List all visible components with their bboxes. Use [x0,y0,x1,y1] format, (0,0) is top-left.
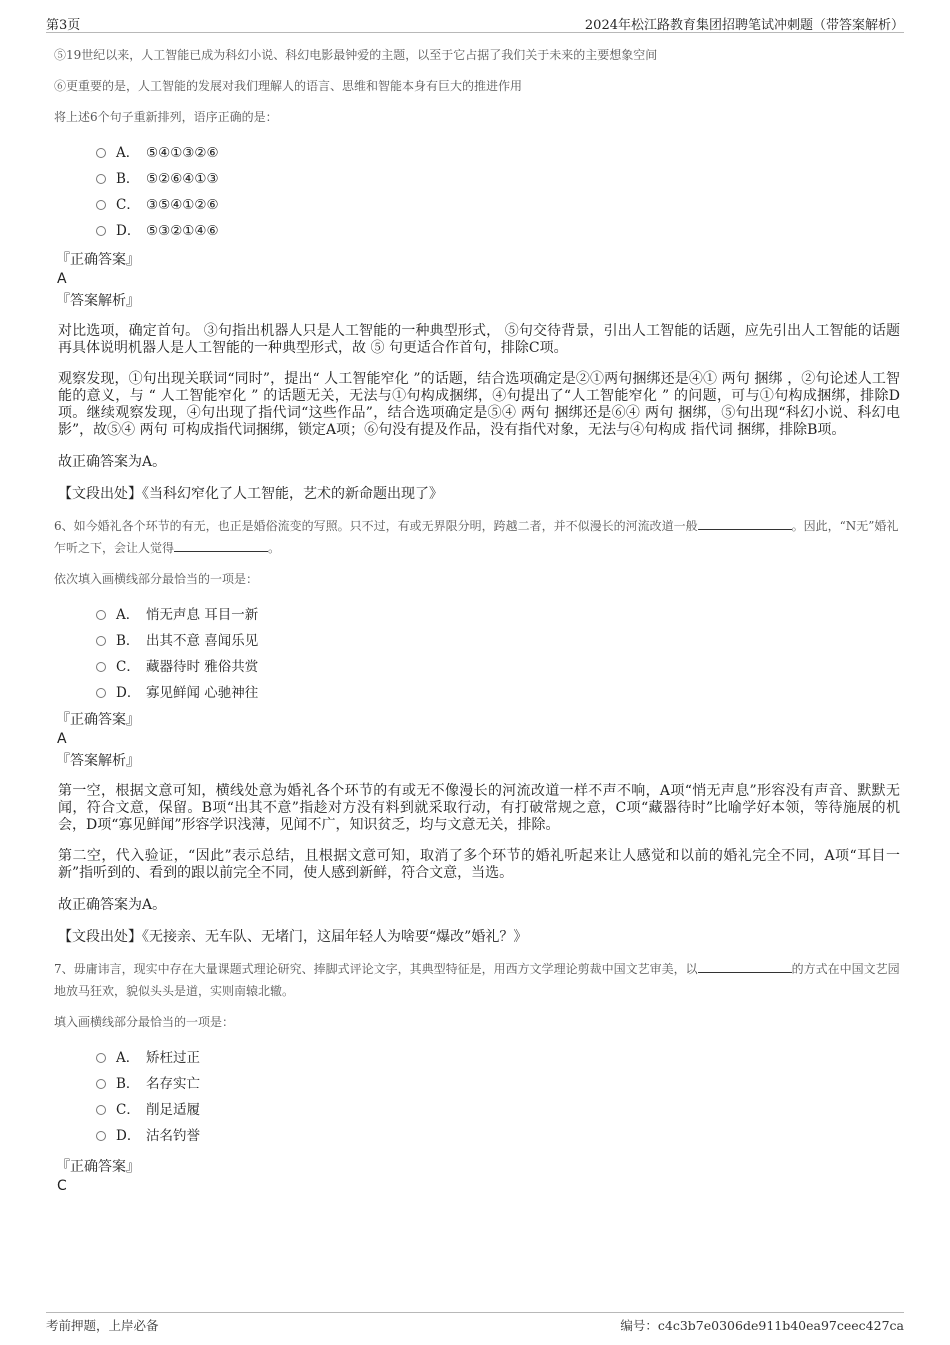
q5-prompt: 将上述6个句子重新排列，语序正确的是： [54,110,278,124]
q6-prompt: 依次填入画横线部分最恰当的一项是： [54,572,259,586]
page-number: 第3页 [46,18,81,33]
q6-conclusion: 故正确答案为A。 [58,897,167,913]
q5-source: 【文段出处】《当科幻窄化了人工智能，艺术的新命题出现了》 [58,486,443,502]
footer-slogan: 考前押题，上岸必备 [46,1318,159,1333]
q5-analysis-p1: 对比选项，确定首句。 ③句指出机器人只是人工智能的一种典型形式， ⑤句交待背景，引出人工智能的话题，应先引出人工智能的话题再具体说明机器人是人工智能的一种典型形式，故 ⑤ 句更适合作首句，排除C项。 [58,323,900,356]
q6-analysis-p2: 第二空，代入验证，“因此”表示总结，且根据文意可知，取消了多个环节的婚礼听起来让人感觉和以前的婚礼完全不同，A项“耳目一新”指听到的、看到的跟以前完全不同，使人感到新鲜，符合文意，当选。 [58,848,900,881]
radio-icon[interactable] [96,1105,106,1115]
radio-icon[interactable] [96,636,106,646]
q5-options [96,140,900,244]
blank-1 [698,960,792,973]
q7-options [96,1045,900,1149]
q5-sentence-5: ⑤19世纪以来，人工智能已成为科幻小说、科幻电影最钟爱的主题，以至于它占据了我们关于未来的主要想象空间 [54,48,658,62]
blank-2 [174,539,268,552]
q5-option-b[interactable]: B． ⑤②⑥④①③ [96,166,900,192]
q5-option-c[interactable]: C． ③⑤④①②⑥ [96,192,900,218]
page-header [46,14,904,33]
q6-option-d[interactable]: D． 寡见鲜闻 心驰神往 [96,680,900,706]
radio-icon[interactable] [96,200,106,210]
q7-option-b[interactable]: B． 名存实亡 [96,1071,900,1097]
q7-option-c[interactable]: C． 削足适履 [96,1097,900,1123]
page-footer [46,1312,904,1333]
q6-answer: A [57,731,67,747]
q5-option-a[interactable]: A． ⑤④①③②⑥ [96,140,900,166]
q5-analysis-p2: 观察发现，①句出现关联词“同时”，提出“ 人工智能窄化 ”的话题，结合选项确定是②①两句捆绑还是④① 两句 捆绑 ，②句论述人工智能的意义，与 “ 人工智能窄化 ” 的话题无关，无法与①句构成捆绑，④句提出了“人工智能窄化 ” 的问题，可与①句构成捆绑，排除D项。继续观察发现，④句出现了指代词“这些作品”，结合选项确定是⑤④ 两句 捆绑还是⑥④ 两句 捆绑，⑤句出现“科幻小说、科幻电影”，故⑤④ 两句 可构成指代词捆绑，锁定A项；⑥句没有提及作品，没有指代对象，无法与④句构成 指代词 捆绑，排除B项。 [58,371,900,438]
q6-analysis-label: 『答案解析』 [56,753,140,769]
radio-icon[interactable] [96,662,106,672]
radio-icon[interactable] [96,610,106,620]
q6-options [96,602,900,706]
radio-icon[interactable] [96,688,106,698]
q5-conclusion: 故正确答案为A。 [58,454,167,470]
q7-stem: 7、毋庸讳言，现实中存在大量课题式理论研究、捧脚式评论文字，其典型特征是，用西方文学理论剪裁中国文艺审美，以 的方式在中国文艺园地放马狂欢，貌似头头是道，实则南辕北辙。 [54,962,900,998]
q7-answer: C [57,1178,67,1194]
radio-icon[interactable] [96,226,106,236]
q6-option-c[interactable]: C． 藏器待时 雅俗共赏 [96,654,900,680]
q7-option-d[interactable]: D． 沽名钓誉 [96,1123,900,1149]
q5-option-d[interactable]: D． ⑤③②①④⑥ [96,218,900,244]
q5-sentence-6: ⑥更重要的是，人工智能的发展对我们理解人的语言、思维和智能本身有巨大的推进作用 [54,79,523,93]
radio-icon[interactable] [96,1053,106,1063]
q5-answer-label: 『正确答案』 [56,252,140,268]
q6-analysis-p1: 第一空，根据文意可知，横线处意为婚礼各个环节的有或无不像漫长的河流改道一样不声不响，A项“悄无声息”形容没有声音、默默无闻，符合文意，保留。B项“出其不意”指趁对方没有料到就采取行动，有打破常规之意，C项“藏器待时”比喻学好本领，等待施展的机会，D项“寡见鲜闻”形容学识浅薄，见闻不广，知识贫乏，均与文意无关，排除。 [58,783,900,833]
radio-icon[interactable] [96,148,106,158]
page-content [54,44,900,1195]
q6-source: 【文段出处】《无接亲、无车队、无堵门，这届年轻人为啥要“爆改”婚礼？》 [58,929,528,945]
q5-answer: A [57,271,67,287]
radio-icon[interactable] [96,1131,106,1141]
blank-1 [698,517,792,530]
q6-option-b[interactable]: B． 出其不意 喜闻乐见 [96,628,900,654]
document-title: 2024年松江路教育集团招聘笔试冲刺题（带答案解析） [584,18,904,33]
document-id: 编号：c4c3b7e0306de911b40ea97ceec427ca [620,1318,904,1333]
q7-prompt: 填入画横线部分最恰当的一项是： [54,1015,235,1029]
q7-option-a[interactable]: A． 矫枉过正 [96,1045,900,1071]
radio-icon[interactable] [96,1079,106,1089]
q5-analysis-label: 『答案解析』 [56,293,140,309]
q7-answer-label: 『正确答案』 [56,1159,140,1175]
q6-option-a[interactable]: A． 悄无声息 耳目一新 [96,602,900,628]
q6-stem: 6、如今婚礼各个环节的有无，也正是婚俗流变的写照。只不过，有或无界限分明，跨越二者，并不似漫长的河流改道一般 。因此，“N无”婚礼乍听之下，会让人觉得 。 [54,519,899,555]
radio-icon[interactable] [96,174,106,184]
q6-answer-label: 『正确答案』 [56,712,140,728]
